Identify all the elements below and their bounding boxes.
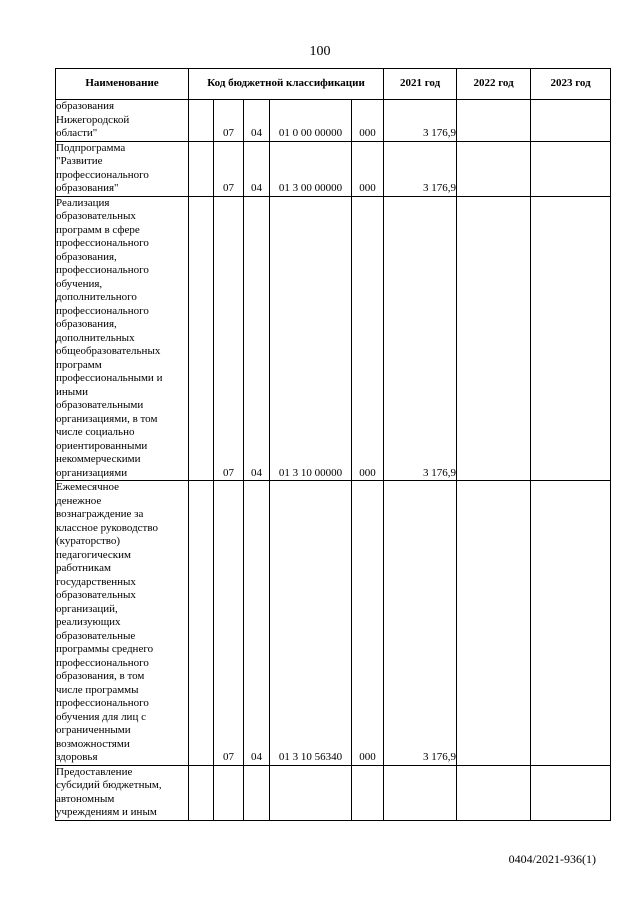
amount-2021: 3 176,9: [384, 100, 457, 142]
document-code: 0404/2021-936(1): [508, 852, 596, 866]
amount-2023: [531, 141, 611, 196]
code-target-article: [270, 765, 352, 820]
spacer-cell: [189, 100, 214, 142]
code-target-article: 01 0 00 00000: [270, 100, 352, 142]
code-subsection: 04: [244, 141, 270, 196]
amount-2022: [457, 765, 531, 820]
code-section: 07: [214, 141, 244, 196]
table-row: [56, 141, 611, 196]
table-row: [56, 100, 611, 142]
amount-2021: 3 176,9: [384, 196, 457, 481]
amount-2022: [457, 481, 531, 766]
code-target-article: 01 3 10 00000: [270, 196, 352, 481]
code-subsection: 04: [244, 481, 270, 766]
page-number: 100: [309, 44, 331, 59]
spacer-cell: [189, 765, 214, 820]
header-code: Код бюджетной классификации: [189, 69, 384, 100]
table-row: [56, 765, 611, 820]
code-expense-type: 000: [352, 100, 384, 142]
header-2023: 2023 год: [531, 69, 611, 100]
amount-2022: [457, 141, 531, 196]
code-section: 07: [214, 100, 244, 142]
code-subsection: 04: [244, 100, 270, 142]
row-name: Реализация образовательных программ в сфере профессионального образования, профессионального обучения, дополнительного профессионального образования, дополнительных общеобразовательных программ профессиональными и иными образовательными организациями, в том числе социально ориентированными некоммерческими организациями: [56, 196, 189, 481]
amount-2023: [531, 100, 611, 142]
code-expense-type: 000: [352, 196, 384, 481]
budget-table: [55, 68, 611, 821]
amount-2021: 3 176,9: [384, 141, 457, 196]
row-name: Ежемесячное денежное вознаграждение за классное руководство (кураторство) педагогическим работникам государственных образовательных организаций, реализующих образовательные программы среднего профессионального образования, в том числе программы профессионального обучения для лиц с ограниченными возможностями здоровья: [56, 481, 189, 766]
code-subsection: [244, 765, 270, 820]
code-subsection: 04: [244, 196, 270, 481]
spacer-cell: [189, 141, 214, 196]
code-section: 07: [214, 481, 244, 766]
amount-2023: [531, 196, 611, 481]
row-name: Подпрограмма "Развитие профессионального образования": [56, 141, 189, 196]
code-expense-type: 000: [352, 481, 384, 766]
code-section: 07: [214, 196, 244, 481]
table-header-row: [56, 69, 611, 100]
amount-2021: 3 176,9: [384, 481, 457, 766]
table-row: [56, 196, 611, 481]
code-section: [214, 765, 244, 820]
amount-2022: [457, 196, 531, 481]
header-2022: 2022 год: [457, 69, 531, 100]
row-name: образования Нижегородской области": [56, 100, 189, 142]
amount-2022: [457, 100, 531, 142]
spacer-cell: [189, 196, 214, 481]
code-target-article: 01 3 00 00000: [270, 141, 352, 196]
table-row: [56, 481, 611, 766]
code-target-article: 01 3 10 56340: [270, 481, 352, 766]
header-2021: 2021 год: [384, 69, 457, 100]
code-expense-type: 000: [352, 141, 384, 196]
spacer-cell: [189, 481, 214, 766]
amount-2021: [384, 765, 457, 820]
row-name: Предоставление субсидий бюджетным, автономным учреждениям и иным: [56, 765, 189, 820]
amount-2023: [531, 481, 611, 766]
header-name: Наименование: [56, 69, 189, 100]
amount-2023: [531, 765, 611, 820]
code-expense-type: [352, 765, 384, 820]
